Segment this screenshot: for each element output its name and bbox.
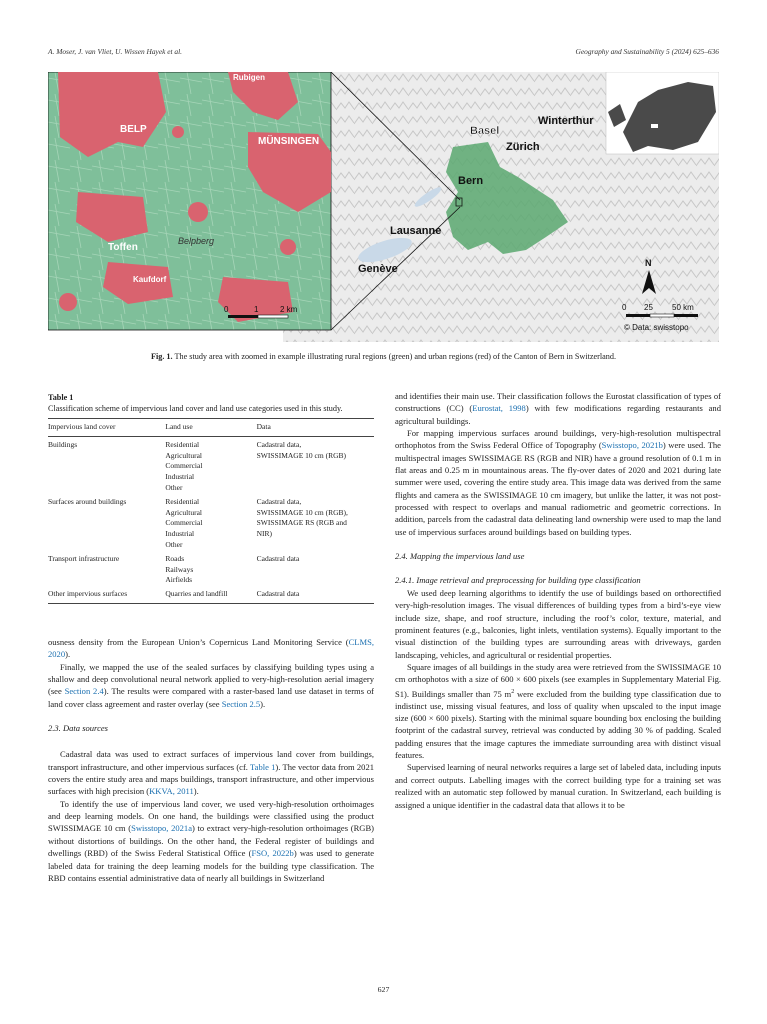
use-item: Agricultural: [165, 507, 203, 517]
table1-block: [48, 392, 374, 604]
table-cell-cover: Buildings: [48, 439, 78, 449]
inset-scale-2: 2 km: [280, 305, 298, 314]
main-scale-25: 25: [644, 303, 653, 312]
table-header-use: Land use: [165, 419, 256, 437]
use-item: Industrial: [165, 472, 195, 482]
city-label-zurich: Zürich: [506, 141, 540, 153]
table-header-cover: Impervious land cover: [48, 419, 165, 437]
use-item: Residential: [165, 439, 200, 449]
data-item: Cadastral data,: [256, 439, 302, 449]
citation-link[interactable]: Swisstopo, 2021a: [131, 823, 192, 834]
paragraph: Cadastral data was used to extract surfaces of impervious land cover from buildings, transport infrastructure, and other impervious surfaces (cf. Table 1). The vector data from 2021 covers the entire study area and maps buildings, transport infrastructure, and other impervious surfaces with high precision (KKVA, 2011).: [48, 749, 374, 797]
table-cell-uses: [165, 551, 256, 586]
paragraph: and identifies their main use. Their classification follows the Eurostat classification of types of constructions (CC) (Eurostat, 1998) with few modifications regarding restaurants and agricultural buildings.: [395, 391, 721, 426]
paragraph: To identify the use of impervious land cover, we used very-high-resolution orthoimages and deep learning models. On one hand, the buildings were classified using the product SWISSIMAGE 10 cm (Swisstopo, 2021a) to extract very-high-resolution orthoimages (RGB) without distortions of buildings. On the other hand, the Federal register of buildings and dwellings (RBD) of the Swiss Federal Statistical Office (FSO, 2022b) was used to generate labeled data for training the deep learning models for the building type classification. The RBD contains essential administrative data of nearly all buildings in Switzerland: [48, 798, 375, 883]
citation-link[interactable]: Eurostat, 1998: [472, 403, 526, 414]
main-scale-0: 0: [622, 303, 627, 312]
inset-scale-0: 0: [224, 305, 229, 314]
data-item: SWISSIMAGE 10 cm (RGB),: [256, 507, 348, 517]
section-heading-2-3: 2.3. Data sources: [48, 723, 108, 734]
data-item: Cadastral data: [256, 553, 300, 563]
page-number: 627: [377, 985, 390, 994]
left-column-text: [48, 636, 374, 884]
superscript: 2: [511, 688, 515, 695]
figure-label: Fig. 1.: [150, 352, 173, 361]
paragraph: We used deep learning algorithms to identify the use of buildings based on orthorectified very-high-resolution images. The visual differences of building types from a bird’s-eye view include size, shape, and roof structure, including the roof’s color, texture, material, and prominent features (e.g., balconies, light inlets, ventilation systems). Equally important to the visual distinction of the building types are surrounding areas with driveways, garden landscaping, vehicles, and agricultural or residential properties.: [395, 587, 721, 660]
classification-table: [48, 418, 374, 604]
table-cell-cover: Surfaces around buildings: [48, 496, 127, 506]
use-item: Residential: [165, 496, 200, 506]
paragraph: ousness density from the European Union’s Copernicus Land Monitoring Service (CLMS, 2020).: [48, 637, 374, 660]
table-cell-uses: [165, 494, 256, 551]
figure-caption: [48, 352, 719, 361]
city-label-lausanne: Lausanne: [390, 225, 442, 237]
table-row: [48, 494, 374, 551]
main-scale-50: 50 km: [672, 303, 694, 312]
use-item: Quarries and landfill: [165, 589, 228, 599]
table-row: [48, 436, 374, 493]
table-cell-cover: Other impervious surfaces: [48, 586, 165, 603]
inset-label-belp: BELP: [120, 124, 147, 135]
table-cell-data: [257, 551, 374, 586]
citation-link[interactable]: FSO, 2022b: [251, 848, 294, 859]
paragraph: Supervised learning of neural networks requires a large set of labeled data, including inputs and correct outputs. Labelling images with the correct building type for a training set was realized with an automatic step followed by manual curation. In Switzerland, each building is assigned a unique identifier in the cadastral data that allows it to be: [395, 762, 721, 810]
table-title: Classification scheme of impervious land cover and land use categories used in this study.: [48, 404, 343, 413]
use-item: Commercial: [165, 518, 203, 528]
inset-label-toffen: Toffen: [108, 242, 138, 253]
table-cell-data: [257, 436, 374, 493]
table-label: Table 1: [48, 393, 74, 402]
north-label: N: [645, 258, 652, 268]
section-heading-2-4: 2.4. Mapping the impervious land use: [395, 551, 525, 562]
data-item: NIR): [256, 529, 273, 539]
paragraph: For mapping impervious surfaces around buildings, very-high-resolution multispectral orthophotos from the Swiss Federal Office of Topography (Swisstopo, 2021b) were used. The multispectral images SWISSIMAGE RS (RGB and NIR) have a ground resolution of 0.1 m in flat areas and 0.25 m in mountainous areas. The fly-over dates of 2020 and 2021 during late summer were used, covering the entire study area. This image data was derived from the same flights and camera as the SWISSIMAGE 10 cm imagery, but unlike the latter, it was not post-processed with respect to overlaps and manual radiometric and geometric corrections. In addition, parcels from the cadastral data delineating land ownership were used to map the land use of impervious surfaces around buildings based on building types.: [395, 428, 721, 537]
data-item: Cadastral data,: [256, 496, 302, 506]
citation-link[interactable]: KKVA, 2011: [149, 786, 194, 797]
inset-label-kaufdorf: Kaufdorf: [133, 275, 167, 284]
table-link[interactable]: Table 1: [250, 761, 276, 772]
citation-link[interactable]: CLMS, 2020: [48, 637, 374, 660]
section-link[interactable]: Section 2.5: [221, 698, 261, 709]
running-header-journal: Geography and Sustainability 5 (2024) 625–636: [575, 47, 719, 56]
use-item: Commercial: [165, 461, 203, 471]
table-cell-data: [257, 586, 374, 603]
use-item: Roads: [165, 553, 185, 563]
table-row: [48, 551, 374, 586]
data-item: SWISSIMAGE RS (RGB and: [256, 518, 347, 528]
section-link[interactable]: Section 2.4: [64, 686, 104, 697]
city-label-bern: Bern: [458, 175, 484, 187]
use-item: Other: [165, 539, 183, 549]
table-header-data: Data: [257, 419, 374, 437]
paragraph: Square images of all buildings in the study area were retrieved from the SWISSIMAGE 10 cm orthophotos with a size of 600 × 600 pixels (see examples in Supplementary Material Fig. S1). Buildings smaller than 75 $m^2$ were excluded from the building type classification due to indistinct use, missing visual features, and loss of quality when upscaled to the input image size (600 × 600 pixels). Starting with the minimal square bounding box enclosing the building footprint of the cadastral survey, retrieval was conducted by adding 30 % of padding. Scaled padding ensures that the image captures the immediate surrounding area with distinct visual features.: [395, 661, 721, 761]
inset-label-rubigen: Rubigen: [233, 73, 265, 82]
use-item: Industrial: [165, 529, 195, 539]
inset-label-muensingen: MÜNSINGEN: [258, 136, 320, 147]
inset-scale-1: 1: [254, 305, 259, 314]
switzerland-locator: [651, 124, 658, 128]
section-heading-2-4-1: 2.4.1. Image retrieval and preprocessing for building type classification: [395, 575, 641, 586]
table-row: [48, 586, 374, 603]
running-header-authors: A. Moser, J. van Vliet, U. Wissen Hayek et al.: [48, 47, 183, 56]
data-item: Cadastral data: [256, 589, 300, 599]
city-label-basel: Basel: [470, 125, 500, 137]
inset-label-belpberg: Belpberg: [178, 236, 215, 246]
use-item: Other: [165, 482, 183, 492]
use-item: Railways: [165, 564, 194, 574]
table-cell-uses: [165, 436, 256, 493]
table-cell-data: [257, 494, 374, 551]
data-credit: © Data: swisstopo: [624, 323, 689, 332]
use-item: Airfields: [165, 575, 193, 585]
use-item: Agricultural: [165, 450, 203, 460]
citation-link[interactable]: Swisstopo, 2021b: [601, 440, 663, 451]
table-cell-cover: Transport infrastructure: [48, 553, 120, 563]
city-label-geneve: Genève: [358, 263, 398, 275]
right-column-text: [395, 390, 721, 811]
table-cell-uses: [165, 586, 256, 603]
city-label-winterthur: Winterthur: [538, 115, 594, 127]
study-area-figure: [48, 72, 719, 342]
data-item: SWISSIMAGE 10 cm (RGB): [256, 450, 346, 460]
paragraph: Finally, we mapped the use of the sealed surfaces by classifying building types using a shallow and deep convolutional neural network applied to very-high-resolution aerial imagery (see Section 2.4). The results were compared with a raster-based land use dataset in terms of land cover class agreement and raster overlay (see Section 2.5).: [48, 661, 374, 709]
figure-caption-text: The study area with zoomed in example illustrating rural regions (green) and urban regions (red) of the Canton of Bern in Switzerland.: [174, 352, 617, 361]
